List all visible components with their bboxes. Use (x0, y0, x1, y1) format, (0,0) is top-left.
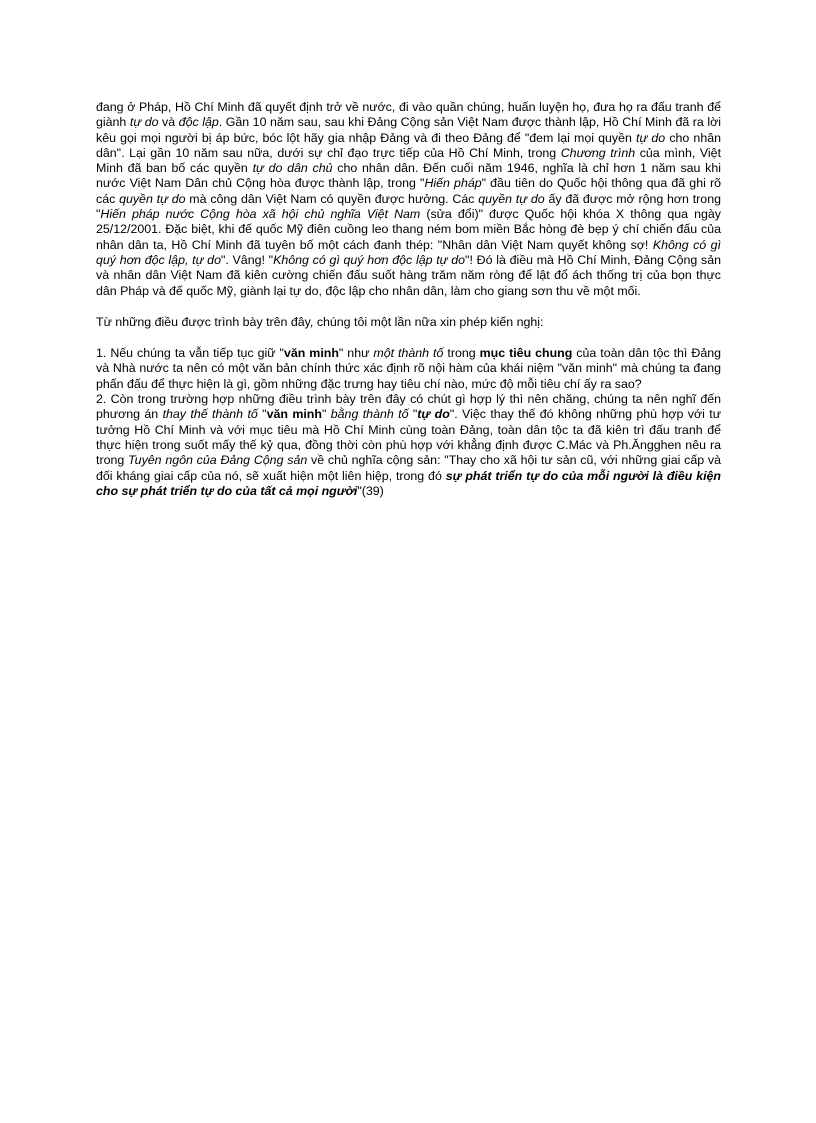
paragraph-history (96, 100, 721, 299)
text-run: sự phát triển tự do của mỗi người là điều kiện cho sự phát triển tự do của tất cả mọi người (96, 468, 721, 498)
text-run: 1. Nếu chúng ta vẫn tiếp tục giữ " (96, 346, 284, 361)
text-run: độc lập (178, 115, 219, 130)
text-run: ". Vâng! " (220, 252, 274, 267)
text-run: đang ở Pháp, Hồ Chí Minh đã quyết định trở về nước, đi vào quần chúng, huấn luyện họ, đưa họ ra đấu tranh để giành (96, 100, 721, 130)
text-run: cho nhân dân". Lại gần 10 năm sau nữa, dưới sự chỉ đạo trực tiếp của Hồ Chí Minh, trong (96, 130, 721, 160)
text-run: bằng thành tố (330, 407, 409, 422)
paragraph-proposal-1 (96, 346, 721, 392)
text-run: tự do (417, 407, 450, 422)
text-run: văn minh (283, 346, 339, 361)
text-run: mục tiêu chung (479, 346, 573, 361)
text-run: " (321, 407, 331, 422)
text-run: Hiến pháp (424, 176, 482, 191)
text-run: (sửa đổi)" được Quốc hội khóa X thông qua ngày 25/12/2001. Đặc biệt, khi đế quốc Mỹ điên cuồng leo thang ném bom miền Bắc hòng đè bẹp ý chí chiến đấu của nhân dân ta, Hồ Chí Minh đã tuyên bố một cách đanh thép: "Nhân dân Việt Nam quyết không sợ! (96, 207, 721, 252)
paragraph-proposal-intro (96, 315, 721, 330)
text-run: 2. Còn trong trường hợp những điều trình bày trên đây có chút gì hợp lý thì nên chăng, chúng ta nên nghĩ đến phương án (96, 392, 721, 422)
text-run: Hiến pháp nước Cộng hòa xã hội chủ nghĩa Việt Nam (100, 207, 421, 222)
text-run: cho nhân dân. Đến cuối năm 1946, nghĩa là chỉ hơn 1 năm sau khi nước Việt Nam Dân chủ Cộng hòa được thành lập, trong " (96, 161, 722, 191)
text-run: " như (338, 346, 374, 361)
text-run: Tuyên ngôn của Đảng Cộng sản (128, 453, 308, 468)
text-run: và (158, 115, 179, 130)
text-run: tự do dân chủ (252, 161, 333, 176)
text-run: của mình, Việt Minh đã ban bố các quyền (96, 145, 722, 176)
text-run: mà công dân Việt Nam có quyền được hưởng. Các (185, 191, 479, 206)
text-run: " (257, 407, 267, 422)
text-run: Từ những điều được trình bày trên đây, chúng tôi một lần nữa xin phép kiến nghị: (96, 314, 544, 329)
text-run: ". Việc thay thế đó không những phù hợp với tư tưởng Hồ Chí Minh và với mục tiêu mà Hồ Chí Minh cùng toàn Đảng, toàn dân tộc ta đã kiên trì đấu tranh để thực hiện trong suốt mấy thế kỷ qua, đồng thời còn phù hợp với khẳng định được C.Mác và Ph.Ăngghen nêu ra trong (96, 407, 722, 468)
text-run: văn minh (266, 407, 322, 422)
text-run: " (408, 407, 418, 422)
document-page (96, 100, 721, 499)
text-run: thay thế thành tố (162, 407, 258, 422)
text-run: một thành tố (373, 346, 444, 361)
text-run: "! Đó là điều mà Hồ Chí Minh, Đảng Cộng sản và nhân dân Việt Nam đã kiên cường chiến đấu suốt hàng trăm năm ròng để lật đổ ách thống trị của bọn thực dân Pháp và đế quốc Mỹ, giành lại tự do, độc lập cho nhân dân, làm cho giang sơn thu về một mối. (96, 252, 721, 298)
text-run: của toàn dân tộc thì Đảng và Nhà nước ta nên có một văn bản chính thức xác định rõ nội hàm của khái niệm "văn minh" mà chúng ta đang phấn đấu để thực hiện là gì, gồm những đặc trưng hay tiêu chí nào, mức độ mỗi tiêu chí ấy ra sao? (96, 346, 721, 391)
text-run: tự do (636, 130, 666, 145)
text-run: Không có gì quý hơn độc lập, tự do (96, 237, 721, 267)
text-run: trong (443, 346, 480, 361)
text-run: quyền tự do (119, 191, 186, 206)
text-run: Chương trình (560, 145, 636, 160)
text-run: quyền tự do (478, 191, 545, 206)
text-run: "(39) (357, 483, 384, 498)
text-run: Không có gì quý hơn độc lập tự do (273, 252, 466, 267)
text-run: ấy đã được mở rộng hơn trong " (96, 191, 721, 222)
text-run: . Gần 10 năm sau, sau khi Đảng Cộng sản Việt Nam được thành lập, Hồ Chí Minh đã ra lời kêu gọi mọi người bị áp bức, bóc lột hãy gia nhập Đảng và đi theo Đảng để "đem lại mọi quyền (96, 115, 721, 145)
paragraph-proposal-2 (96, 392, 721, 499)
text-run: về chủ nghĩa cộng sản: "Thay cho xã hội tư sản cũ, với những giai cấp và đối kháng giai cấp của nó, sẽ xuất hiện một liên hiệp, trong đó (96, 453, 721, 483)
text-run: tự do (129, 115, 159, 130)
text-run: " đầu tiên do Quốc hội thông qua đã ghi rõ các (96, 176, 721, 206)
